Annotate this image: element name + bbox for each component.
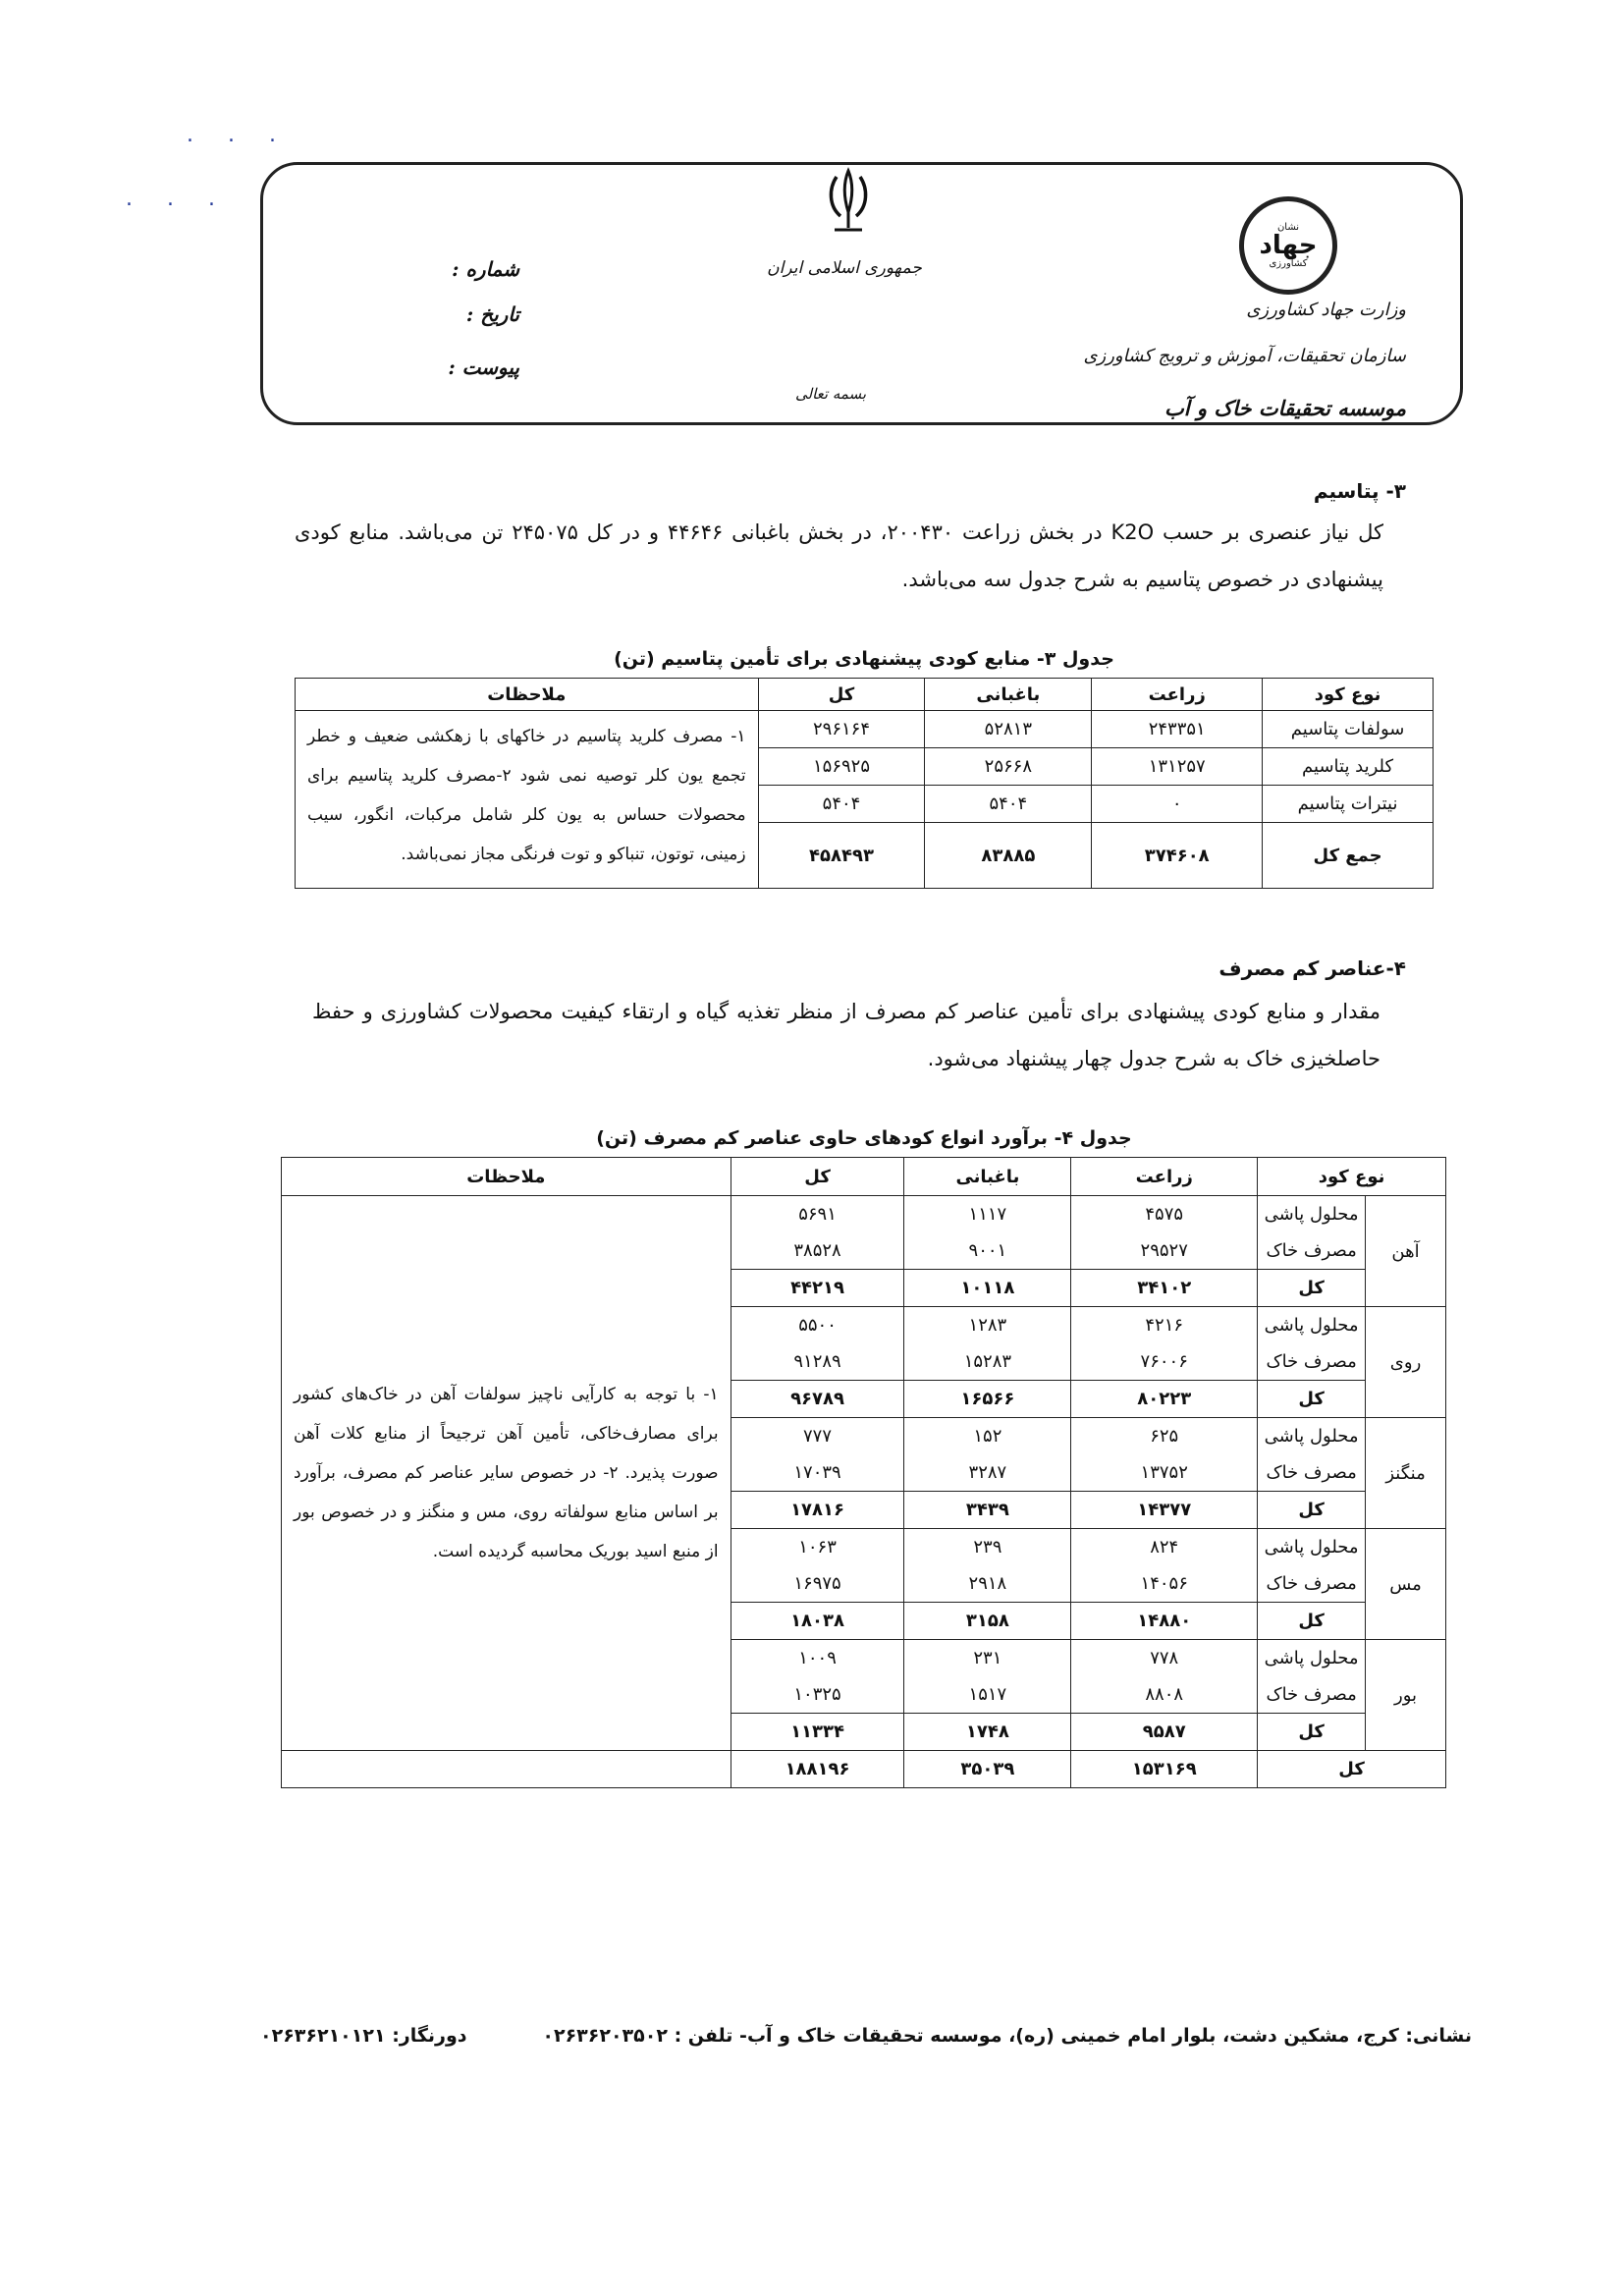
table3-notes: ۱- مصرف کلرید پتاسیم در خاکهای با زهکشی ضعیف و خطر تجمع یون کلر توصیه نمی شود ۲-مصرف کلرید پتاسیم برای محصولات حساس به یون کلر شامل مرکبات، انگور، سیب زمینی، توتون، تنباکو و توت فرنگی مجاز نمی‌باشد. xyxy=(296,711,759,889)
method-spray: محلول پاشی xyxy=(1258,1418,1366,1455)
date-label: تاریخ : xyxy=(465,302,519,326)
element-name: منگنز xyxy=(1366,1418,1446,1529)
method-soil: مصرف خاک xyxy=(1258,1565,1366,1603)
fertilizer-type: نیترات پتاسیم xyxy=(1263,786,1434,823)
farming-value: ۷۶۰۰۶ xyxy=(1071,1343,1258,1381)
header-cell: زراعت xyxy=(1071,1158,1258,1196)
header-cell: کل xyxy=(731,1158,904,1196)
header-cell: کل xyxy=(758,679,925,711)
subtotal-label: کل xyxy=(1258,1270,1366,1307)
logo-top-text: نشان xyxy=(1276,222,1300,233)
total-value: ۳۸۵۲۸ xyxy=(731,1232,904,1270)
grand-total: ۴۵۸۴۹۳ xyxy=(758,823,925,889)
footer-address: نشانی: کرج، مشکین دشت، بلوار امام خمینی (ره)، موسسه تحقیقات خاک و آب- تلفن : ۰۲۶۳۶۲۰۳۵۰۲ xyxy=(542,2025,1472,2047)
header-cell: ملاحظات xyxy=(282,1158,731,1196)
horticulture-subtotal: ۱۶۵۶۶ xyxy=(904,1381,1071,1418)
logo-main-text: جهاد xyxy=(1259,231,1318,260)
total-value: ۱۶۹۷۵ xyxy=(731,1565,904,1603)
total-value: ۷۷۷ xyxy=(731,1418,904,1455)
method-soil: مصرف خاک xyxy=(1258,1454,1366,1492)
element-total: ۱۱۳۳۴ xyxy=(731,1714,904,1751)
total-value: ۵۵۰۰ xyxy=(731,1307,904,1344)
farming-value: ۴۲۱۶ xyxy=(1071,1307,1258,1344)
element-total: ۴۴۲۱۹ xyxy=(731,1270,904,1307)
table-row xyxy=(296,711,1434,748)
total-value: ۱۰۰۹ xyxy=(731,1640,904,1677)
element-name: آهن xyxy=(1366,1196,1446,1307)
horticulture-value: ۲۹۱۸ xyxy=(904,1565,1071,1603)
table4-notes: ۱- با توجه به کارآیی ناچیز سولفات آهن در خاک‌های کشور برای مصارف‌خاکی، تأمین آهن ترجیحاً از منابع کلات آهن صورت پذیرد. ۲- در خصوص سایر عناصر کم مصرف، برآورد بر اساس منابع سولفاته روی، مس و منگنز و در خصوص بور از منبع اسید بوریک محاسبه گردیده است. xyxy=(282,1196,731,1751)
grand-total: ۱۸۸۱۹۶ xyxy=(731,1751,904,1788)
header-cell: زراعت xyxy=(1092,679,1263,711)
method-soil: مصرف خاک xyxy=(1258,1676,1366,1714)
farming-value: ۲۹۵۲۷ xyxy=(1071,1232,1258,1270)
logo-bottom-text: کشاورزی xyxy=(1269,258,1308,269)
horticulture-subtotal: ۳۴۳۹ xyxy=(904,1492,1071,1529)
horticulture-value: ۲۳۱ xyxy=(904,1640,1071,1677)
element-name: مس xyxy=(1366,1529,1446,1640)
horticulture-value: ۳۲۸۷ xyxy=(904,1454,1071,1492)
element-total: ۹۶۷۸۹ xyxy=(731,1381,904,1418)
farming-value: ۱۳۱۲۵۷ xyxy=(1092,748,1263,786)
farming-subtotal: ۳۴۱۰۲ xyxy=(1071,1270,1258,1307)
method-spray: محلول پاشی xyxy=(1258,1196,1366,1233)
farming-grand-total: ۱۵۳۱۶۹ xyxy=(1071,1751,1258,1788)
horticulture-value: ۹۰۰۱ xyxy=(904,1232,1071,1270)
horticulture-subtotal: ۱۰۱۱۸ xyxy=(904,1270,1071,1307)
farming-value: ۸۲۴ xyxy=(1071,1529,1258,1566)
fertilizer-type: کلرید پتاسیم xyxy=(1263,748,1434,786)
fertilizer-type: سولفات پتاسیم xyxy=(1263,711,1434,748)
header-cell: ملاحظات xyxy=(296,679,759,711)
horticulture-value: ۵۴۰۴ xyxy=(925,786,1092,823)
element-name: روی xyxy=(1366,1307,1446,1418)
iran-emblem-icon xyxy=(825,167,872,236)
total-value: ۱۰۶۳ xyxy=(731,1529,904,1566)
scan-artifact: . . . xyxy=(126,187,229,211)
farming-value: ۱۳۷۵۲ xyxy=(1071,1454,1258,1492)
farming-subtotal: ۹۵۸۷ xyxy=(1071,1714,1258,1751)
method-spray: محلول پاشی xyxy=(1258,1529,1366,1566)
ministry-name: وزارت جهاد کشاورزی xyxy=(1246,300,1406,320)
table-header-row xyxy=(296,679,1434,711)
horticulture-value: ۵۲۸۱۳ xyxy=(925,711,1092,748)
horticulture-value: ۲۵۶۶۸ xyxy=(925,748,1092,786)
section3-title: ۳- پتاسیم xyxy=(1313,479,1406,503)
attachment-label: پیوست : xyxy=(448,355,519,379)
farming-value: ۸۸۰۸ xyxy=(1071,1676,1258,1714)
table-header-row xyxy=(282,1158,1446,1196)
horticulture-value: ۱۵۲۸۳ xyxy=(904,1343,1071,1381)
horticulture-subtotal: ۳۱۵۸ xyxy=(904,1603,1071,1640)
farming-subtotal: ۱۴۳۷۷ xyxy=(1071,1492,1258,1529)
table-row xyxy=(282,1196,1446,1233)
element-name: بور xyxy=(1366,1640,1446,1751)
method-soil: مصرف خاک xyxy=(1258,1343,1366,1381)
horticulture-value: ۱۵۲ xyxy=(904,1418,1071,1455)
subtotal-label: کل xyxy=(1258,1603,1366,1640)
institute-name: موسسه تحقیقات خاک و آب xyxy=(1164,396,1406,420)
subtotal-label: کل xyxy=(1258,1492,1366,1529)
organization-name: سازمان تحقیقات، آموزش و ترویج کشاورزی xyxy=(1083,346,1406,366)
total-value: ۹۱۲۸۹ xyxy=(731,1343,904,1381)
basmala-subject: بسمه تعالی xyxy=(795,385,867,403)
section4-paragraph: مقدار و منابع کودی پیشنهادی برای تأمین عناصر کم مصرف از منظر تغذیه گیاه و ارتقاء کیفیت محصولات کشاورزی و حفظ حاصلخیزی خاک به شرح جدول چهار پیشنهاد می‌شود. xyxy=(312,1000,1380,1070)
table3-potassium xyxy=(295,678,1434,889)
total-value: ۵۴۰۴ xyxy=(758,786,925,823)
empty-cell xyxy=(282,1751,731,1788)
header-cell: باغبانی xyxy=(925,679,1092,711)
farming-total: ۳۷۴۶۰۸ xyxy=(1092,823,1263,889)
grand-total-label: کل xyxy=(1258,1751,1446,1788)
farming-value: ۱۴۰۵۶ xyxy=(1071,1565,1258,1603)
horticulture-value: ۱۵۱۷ xyxy=(904,1676,1071,1714)
total-value: ۲۹۶۱۶۴ xyxy=(758,711,925,748)
subtotal-label: کل xyxy=(1258,1381,1366,1418)
republic-name: جمهوری اسلامی ایران xyxy=(767,258,922,278)
method-spray: محلول پاشی xyxy=(1258,1307,1366,1344)
total-label: جمع کل xyxy=(1263,823,1434,889)
element-total: ۱۷۸۱۶ xyxy=(731,1492,904,1529)
element-total: ۱۸۰۳۸ xyxy=(731,1603,904,1640)
table3-caption: جدول ۳- منابع کودی پیشنهادی برای تأمین پتاسیم (تن) xyxy=(614,648,1114,670)
section3-paragraph: کل نیاز عنصری بر حسب K2O در بخش زراعت ۲۰۰۴۳۰، در بخش باغبانی ۴۴۶۴۶ و در کل ۲۴۵۰۷۵ تن می‌باشد. منابع کودی پیشنهادی در خصوص پتاسیم به شرح جدول سه می‌باشد. xyxy=(295,520,1383,591)
header-cell: نوع کود xyxy=(1258,1158,1446,1196)
table-grand-total-row xyxy=(282,1751,1446,1788)
farming-value: ۶۲۵ xyxy=(1071,1418,1258,1455)
header-cell: باغبانی xyxy=(904,1158,1071,1196)
total-value: ۱۵۶۹۲۵ xyxy=(758,748,925,786)
subtotal-label: کل xyxy=(1258,1714,1366,1751)
farming-value: ۴۵۷۵ xyxy=(1071,1196,1258,1233)
section4-title: ۴-عناصر کم مصرف xyxy=(1218,957,1406,980)
farming-value: ۲۴۳۳۵۱ xyxy=(1092,711,1263,748)
total-value: ۱۰۳۲۵ xyxy=(731,1676,904,1714)
horticulture-grand-total: ۳۵۰۳۹ xyxy=(904,1751,1071,1788)
table4-micronutrients xyxy=(281,1157,1446,1788)
horticulture-total: ۸۳۸۸۵ xyxy=(925,823,1092,889)
horticulture-value: ۱۱۱۷ xyxy=(904,1196,1071,1233)
jihad-logo xyxy=(1239,196,1337,295)
scan-artifact: . . . xyxy=(187,123,290,147)
total-value: ۱۷۰۳۹ xyxy=(731,1454,904,1492)
footer-fax: دورنگار: ۰۲۶۳۶۲۱۰۱۲۱ xyxy=(260,2025,467,2047)
farming-value: ۷۷۸ xyxy=(1071,1640,1258,1677)
horticulture-subtotal: ۱۷۴۸ xyxy=(904,1714,1071,1751)
header-cell: نوع کود xyxy=(1263,679,1434,711)
total-value: ۵۶۹۱ xyxy=(731,1196,904,1233)
farming-subtotal: ۱۴۸۸۰ xyxy=(1071,1603,1258,1640)
method-spray: محلول پاشی xyxy=(1258,1640,1366,1677)
table4-caption: جدول ۴- برآورد انواع کودهای حاوی عناصر کم مصرف (تن) xyxy=(596,1127,1132,1149)
horticulture-value: ۱۲۸۳ xyxy=(904,1307,1071,1344)
number-label: شماره : xyxy=(452,257,519,281)
method-soil: مصرف خاک xyxy=(1258,1232,1366,1270)
farming-value: ۰ xyxy=(1092,786,1263,823)
horticulture-value: ۲۳۹ xyxy=(904,1529,1071,1566)
farming-subtotal: ۸۰۲۲۳ xyxy=(1071,1381,1258,1418)
